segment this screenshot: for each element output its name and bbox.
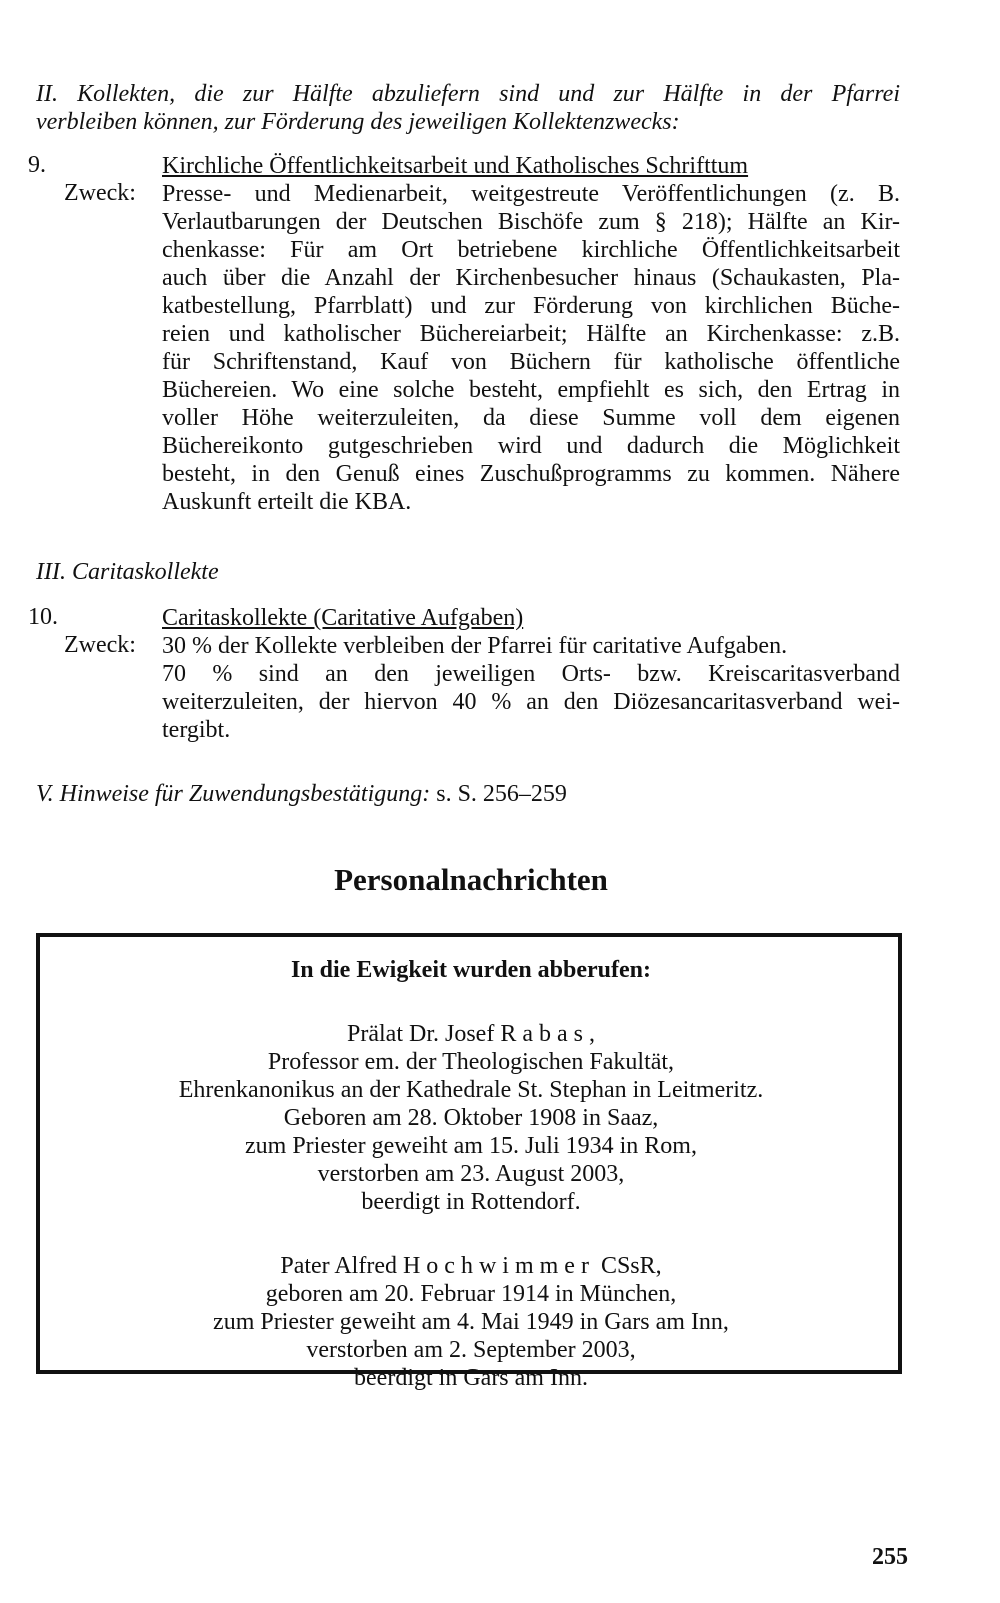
entry-1-line: Geboren am 28. Oktober 1908 in Saaz, — [283, 1105, 659, 1131]
obituary-entry-2-name-line — [36, 1252, 906, 1280]
entry-2-name: Hochwimmer — [402, 1253, 595, 1279]
entry-1-line: beerdigt in Rottendorf. — [361, 1189, 581, 1215]
purpose-line: auch über die Anzahl der Kirchenbesucher hinaus (Schaukasten, Pla- — [162, 265, 900, 291]
item-10-purpose-text — [162, 632, 900, 744]
purpose-line: besteht, in den Genuß eines Zuschußprogramms zu kommen. Nähere — [162, 461, 900, 487]
purpose-line: Auskunft erteilt die KBA. — [162, 489, 412, 515]
entry-1-line: Professor em. der Theologischen Fakultät, — [267, 1049, 675, 1075]
purpose-line: chenkasse: Für am Ort betriebene kirchliche Öffentlichkeitsarbeit — [162, 237, 900, 263]
purpose-line: weiterzuleiten, der hiervon 40 % an den Diözesancaritasverband wei- — [162, 689, 900, 715]
purpose-line: voller Höhe weiterzuleiten, da diese Summe voll dem eigenen — [162, 405, 900, 431]
entry-1-line: Ehrenkanonikus an der Kathedrale St. Stephan in Leitmeritz. — [178, 1077, 764, 1103]
entry-2-suffix: CSsR, — [600, 1253, 662, 1279]
purpose-line: katbestellung, Pfarrblatt) und zur Förderung von kirchlichen Büche- — [162, 293, 900, 319]
entry-2-line: zum Priester geweiht am 4. Mai 1949 in Gars am Inn, — [213, 1309, 729, 1335]
item-10-number: 10. — [28, 604, 58, 630]
entry-1-name: Rabas — [500, 1021, 589, 1047]
purpose-line: 30 % der Kollekte verbleiben der Pfarrei für caritative Aufgaben. — [162, 633, 788, 659]
personal-section-title: Personalnachrichten — [334, 862, 608, 897]
purpose-line: Büchereien. Wo eine solche besteht, empfiehlt es sich, den Ertrag in — [162, 377, 900, 403]
section-five-heading: V. Hinweise für Zuwendungsbestätigung: — [36, 781, 431, 807]
purpose-line: tergibt. — [162, 717, 231, 743]
entry-2-prefix: Pater Alfred — [280, 1253, 397, 1279]
section-five-line — [36, 780, 567, 808]
entry-2-line: beerdigt in Gars am Inn. — [354, 1365, 588, 1391]
item-9-number: 9. — [28, 152, 46, 178]
purpose-line: für Schriftenstand, Kauf von Büchern für katholische öffentliche — [162, 349, 900, 375]
item-9-title: Kirchliche Öffentlichkeitsarbeit und Katholisches Schrifttum — [162, 153, 749, 179]
item-9-purpose-label: Zweck: — [64, 180, 136, 206]
obituary-entry-1-name-line — [36, 1020, 906, 1048]
obituary-box-title: In die Ewigkeit wurden abberufen: — [290, 957, 652, 983]
entry-2-line: verstorben am 2. September 2003, — [306, 1337, 636, 1363]
section-three-heading: III. Caritaskollekte — [36, 559, 219, 585]
page-number: 255 — [872, 1544, 908, 1570]
item-10-purpose-label: Zweck: — [64, 632, 136, 658]
personal-section-title-wrap — [36, 862, 906, 898]
item-10-title: Caritaskollekte (Caritative Aufgaben) — [162, 605, 524, 631]
entry-1-prefix: Prälat Dr. Josef — [347, 1021, 495, 1047]
item-9-purpose-text — [162, 180, 900, 516]
entry-2-line: geboren am 20. Februar 1914 in München, — [265, 1281, 677, 1307]
section-five-reference: s. S. 256–259 — [436, 781, 567, 807]
purpose-line: 70 % sind an den jeweiligen Orts- bzw. Kreiscaritasverband — [162, 661, 900, 687]
entry-1-line: zum Priester geweiht am 15. Juli 1934 in Rom, — [245, 1133, 697, 1159]
obituary-content — [36, 956, 906, 1392]
section-two-heading-line-1: II. Kollekten, die zur Hälfte abzuliefern sind und zur Hälfte in der Pfarrei — [36, 81, 900, 107]
purpose-line: Büchereikonto gutgeschrieben wird und dadurch die Möglichkeit — [162, 433, 900, 459]
entry-1-line: verstorben am 23. August 2003, — [317, 1161, 625, 1187]
entry-1-suffix: , — [588, 1021, 595, 1047]
purpose-line: Verlautbarungen der Deutschen Bischöfe zum § 218); Hälfte an Kir- — [162, 209, 900, 235]
section-two-heading-line-2: verbleiben können, zur Förderung des jeweiligen Kollektenzwecks: — [36, 109, 680, 135]
purpose-line: Presse- und Medienarbeit, weitgestreute Veröffentlichungen (z. B. — [162, 181, 900, 207]
purpose-line: reien und katholischer Büchereiarbeit; Hälfte an Kirchenkasse: z.B. — [162, 321, 900, 347]
